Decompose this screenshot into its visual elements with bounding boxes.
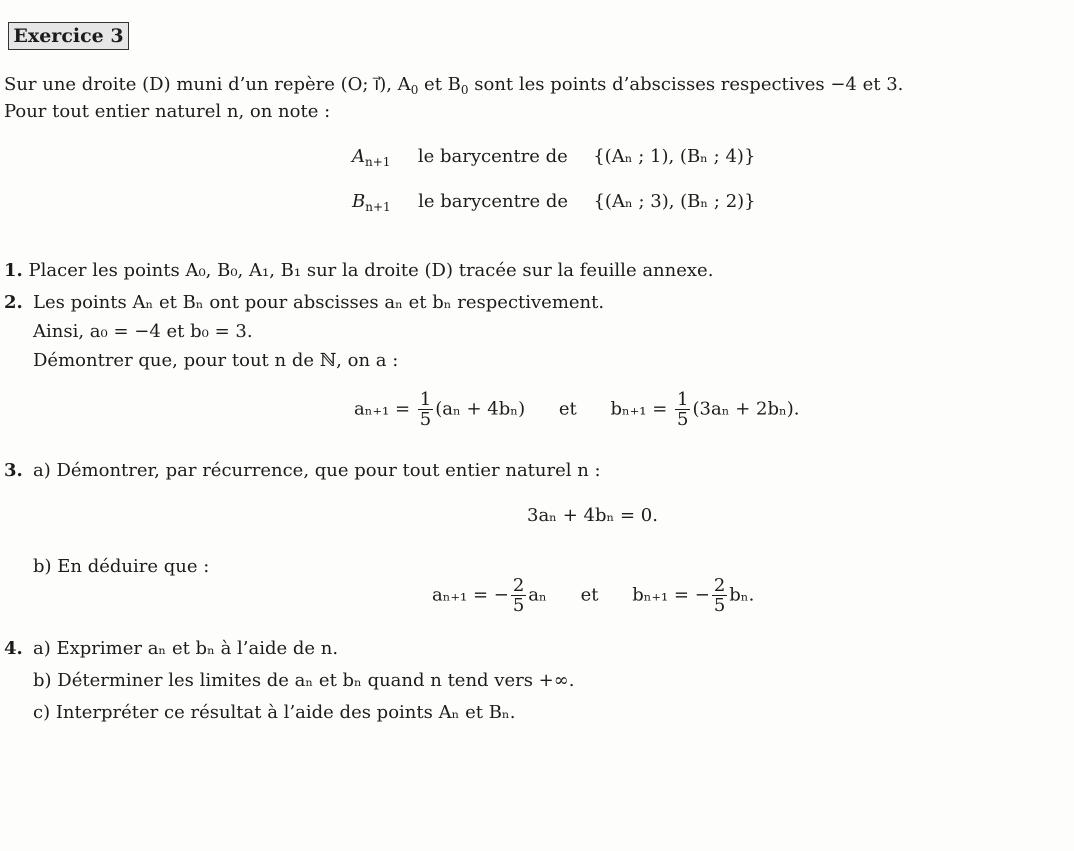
formula-3a: 3aₙ + 4bₙ = 0. <box>527 505 658 526</box>
definition-a: $A_{n+1}$ le barycentre de {(Aₙ ; 1), (Bₙ ; 4)} <box>352 146 756 169</box>
fraction-two-fifths: $\frac{2}{5}$ <box>713 575 726 616</box>
fraction-two-fifths: $\frac{2}{5}$ <box>512 575 525 616</box>
question-2-number: 2. <box>4 292 23 313</box>
question-3-number: 3. <box>4 460 23 481</box>
fraction-one-fifth: $\frac{1}{5}$ <box>677 389 689 430</box>
question-2-line-1: Les points Aₙ et Bₙ ont pour abscisses aₙ et bₙ respectivement. <box>33 292 605 313</box>
vector-i: i⃗ <box>374 74 380 95</box>
question-3a: a) Démontrer, par récurrence, que pour tout entier naturel n : <box>33 460 601 481</box>
fraction-one-fifth: $\frac{1}{5}$ <box>419 389 432 430</box>
formula-recurrence: aₙ₊₁ = $\frac{1}{5}$ (aₙ + 4bₙ) et bₙ₊₁ = $\frac{1}{5}$ (3aₙ + 2bₙ). <box>354 389 800 430</box>
question-2-line-2: Ainsi, a₀ = −4 et b₀ = 3. <box>33 321 253 342</box>
intro-line-1: Sur une droite (D) muni d’un repère (O; i⃗), $A_0$ et $B_0$ sont les points d’abscisses respectives −4 et 3. <box>4 74 904 97</box>
question-4b: b) Déterminer les limites de aₙ et bₙ quand n tend vers +∞. <box>33 670 575 691</box>
question-4a: a) Exprimer aₙ et bₙ à l’aide de n. <box>33 638 339 659</box>
question-4-number: 4. <box>4 638 23 659</box>
question-2-line-3: Démontrer que, pour tout n de ℕ, on a : <box>33 350 399 371</box>
exercise-title: Exercice 3 <box>8 22 129 50</box>
formula-3b: aₙ₊₁ = − $\frac{2}{5}$ aₙ et bₙ₊₁ = − $\frac{2}{5}$ bₙ. <box>432 575 755 616</box>
question-1: 1. Placer les points A₀, B₀, A₁, B₁ sur la droite (D) tracée sur la feuille annexe. <box>4 260 714 281</box>
definition-b: $B_{n+1}$ le barycentre de {(Aₙ ; 3), (Bₙ ; 2)} <box>352 191 756 214</box>
intro-line-2: Pour tout entier naturel n, on note : <box>4 101 331 122</box>
question-4c: c) Interpréter ce résultat à l’aide des points Aₙ et Bₙ. <box>33 702 516 723</box>
question-3b: b) En déduire que : <box>33 556 210 577</box>
